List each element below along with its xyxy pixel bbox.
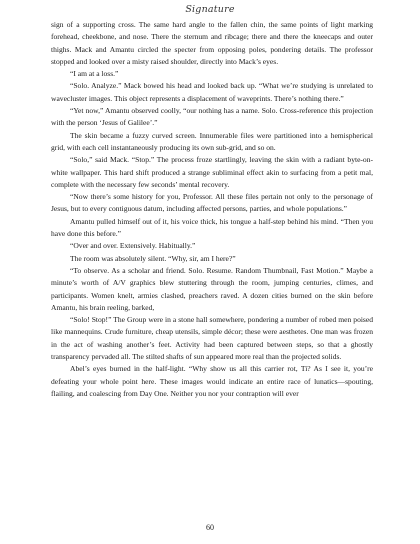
paragraph: “Solo,” said Mack. “Stop.” The process froze startlingly, leaving the skin with a radiant byte-on-white wallpaper. This hard shift produced a strange subliminal effect akin to surfacing from a petit mal, complete with the necessary few seconds’ mental recovery. <box>51 155 373 189</box>
paragraph: “Over and over. Extensively. Habitually.” <box>70 241 196 251</box>
paragraph: sign of a supporting cross. The same hard angle to the fallen chin, the same points of light marking forehead, cheekbone, and nose. There the sternum and ribcage; there and there the kneecaps and outer thighs. Mack and Amantu circled the specter from opposing poles, pondering details. The professor stopped and looked over a misty raised shoulder, directly into Mack’s eyes. <box>51 20 373 66</box>
paragraph: The skin became a fuzzy curved screen. Innumerable files were partitioned into a hemispherical grid, with each cell instantaneously producing its own sub-grid, and so on. <box>51 130 373 152</box>
page-number: 60 <box>206 523 214 532</box>
body-text <box>51 19 373 400</box>
paragraph: The room was absolutely silent. “Why, sir, am I here?” <box>70 253 236 263</box>
paragraph: “Solo. Analyze.” Mack bowed his head and looked back up. “What we’re studying is unrelated to wavecluster images. This object represents a displacement of waveprints. There’s nothing there.” <box>51 81 373 103</box>
paragraph: Abel’s eyes burned in the half-light. “Why show us all this carrier rot, Ti? As I see it, you’re defeating your whole point here. These images would indicate an entire race of lunatics—spouting, flailing, and coalescing from Day One. Neither you nor your contraption will ever <box>51 364 373 398</box>
running-head: Signature <box>185 4 235 15</box>
paragraph: “Yet now,” Amantu observed coolly, “our nothing has a name. Solo. Cross-reference this projection with the person ‘Jesus of Galilee’.” <box>51 106 373 128</box>
paragraph: “Now there’s some history for you, Professor. All these files pertain not only to the personage of Jesus, but to every contiguous datum, including affected persons, parties, and whole populations.” <box>51 192 373 214</box>
paragraph: “Solo! Stop!” The Group were in a stone hall somewhere, pondering a number of robed men poised like mannequins. Crude furniture, cheap utensils, simple décor; these were aesthetes. One man was frozen in the act of washing another’s feet. Activity had been captured between steps, so that a ghostly transparency pervaded all. The stilted shafts of sun appeared more real than the projected solids. <box>51 315 373 362</box>
paragraph: Amantu pulled himself out of it, his voice thick, his tongue a half-step behind his mind. “Then you have done this before.” <box>51 216 373 239</box>
paragraph: “To observe. As a scholar and friend. Solo. Resume. Random Thumbnail, Fast Motion.” Maybe a minute’s worth of A/V graphics blew stuttering through the room, jumping centuries, climes, and participants. Women knelt, armies clashed, preachers raved. A dozen cities burned on the skin before Amantu, his brain reeling, barked, <box>51 265 373 312</box>
paragraph: “I am at a loss.” <box>70 69 119 79</box>
